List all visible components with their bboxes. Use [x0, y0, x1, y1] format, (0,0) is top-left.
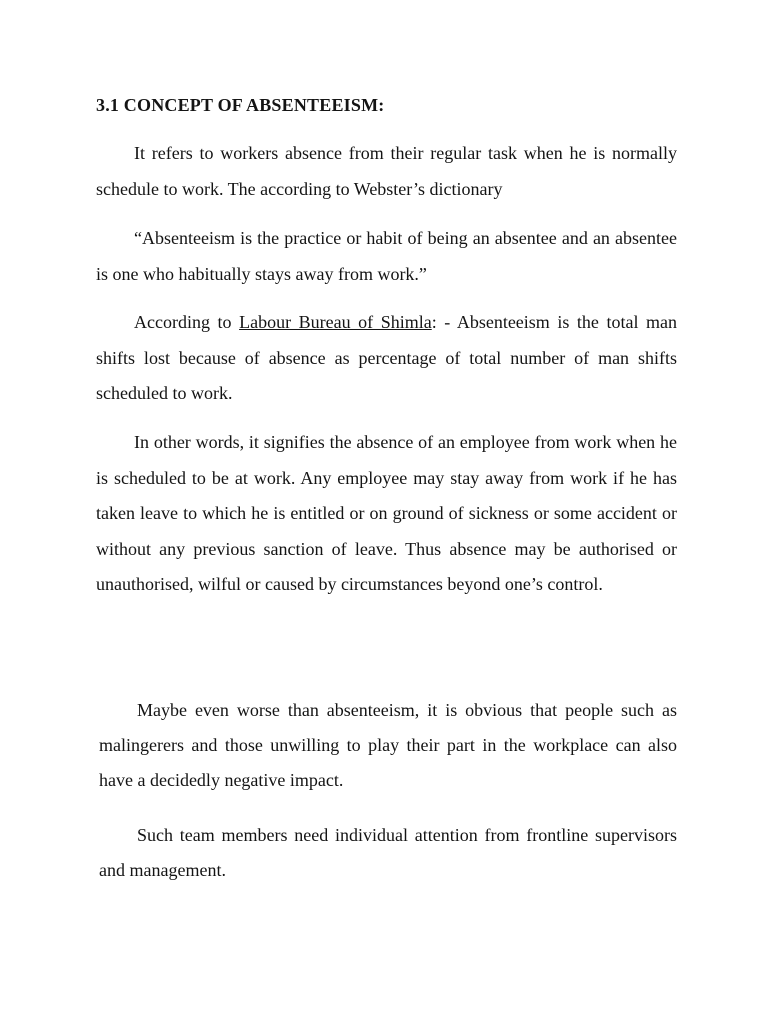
- section-heading: 3.1 CONCEPT OF ABSENTEEISM:: [96, 95, 385, 115]
- paragraph-labour-bureau: [96, 305, 677, 412]
- paragraph-definition: It refers to workers absence from their regular task when he is normally schedule to work. The according to Webster’s dictionary: [96, 143, 677, 199]
- paragraph-malingerers: Maybe even worse than absenteeism, it is obvious that people such as malingerers and those unwilling to play their part in the workplace can also have a decidedly negative impact.: [99, 700, 677, 790]
- paragraph-other-words: In other words, it signifies the absence of an employee from work when he is scheduled to be at work. Any employee may stay away from work if he has taken leave to which he is entitled or on ground of sickness or some accident or without any previous sanction of leave. Thus absence may be authorised or unauthorised, wilful or caused by circumstances beyond one’s control.: [96, 432, 677, 595]
- paragraph-webster-quote: “Absenteeism is the practice or habit of being an absentee and an absentee is one who habitually stays away from work.”: [96, 228, 677, 284]
- labour-bureau-suffix: : - Absenteeism is the total man shifts lost because of absence as percentage of total number of man shifts scheduled to work.: [96, 312, 677, 404]
- paragraph-team-members: Such team members need individual attention from frontline supervisors and management.: [99, 825, 677, 880]
- labour-bureau-prefix: According to: [134, 312, 240, 332]
- labour-bureau-link: Labour Bureau of Shimla: [239, 312, 432, 332]
